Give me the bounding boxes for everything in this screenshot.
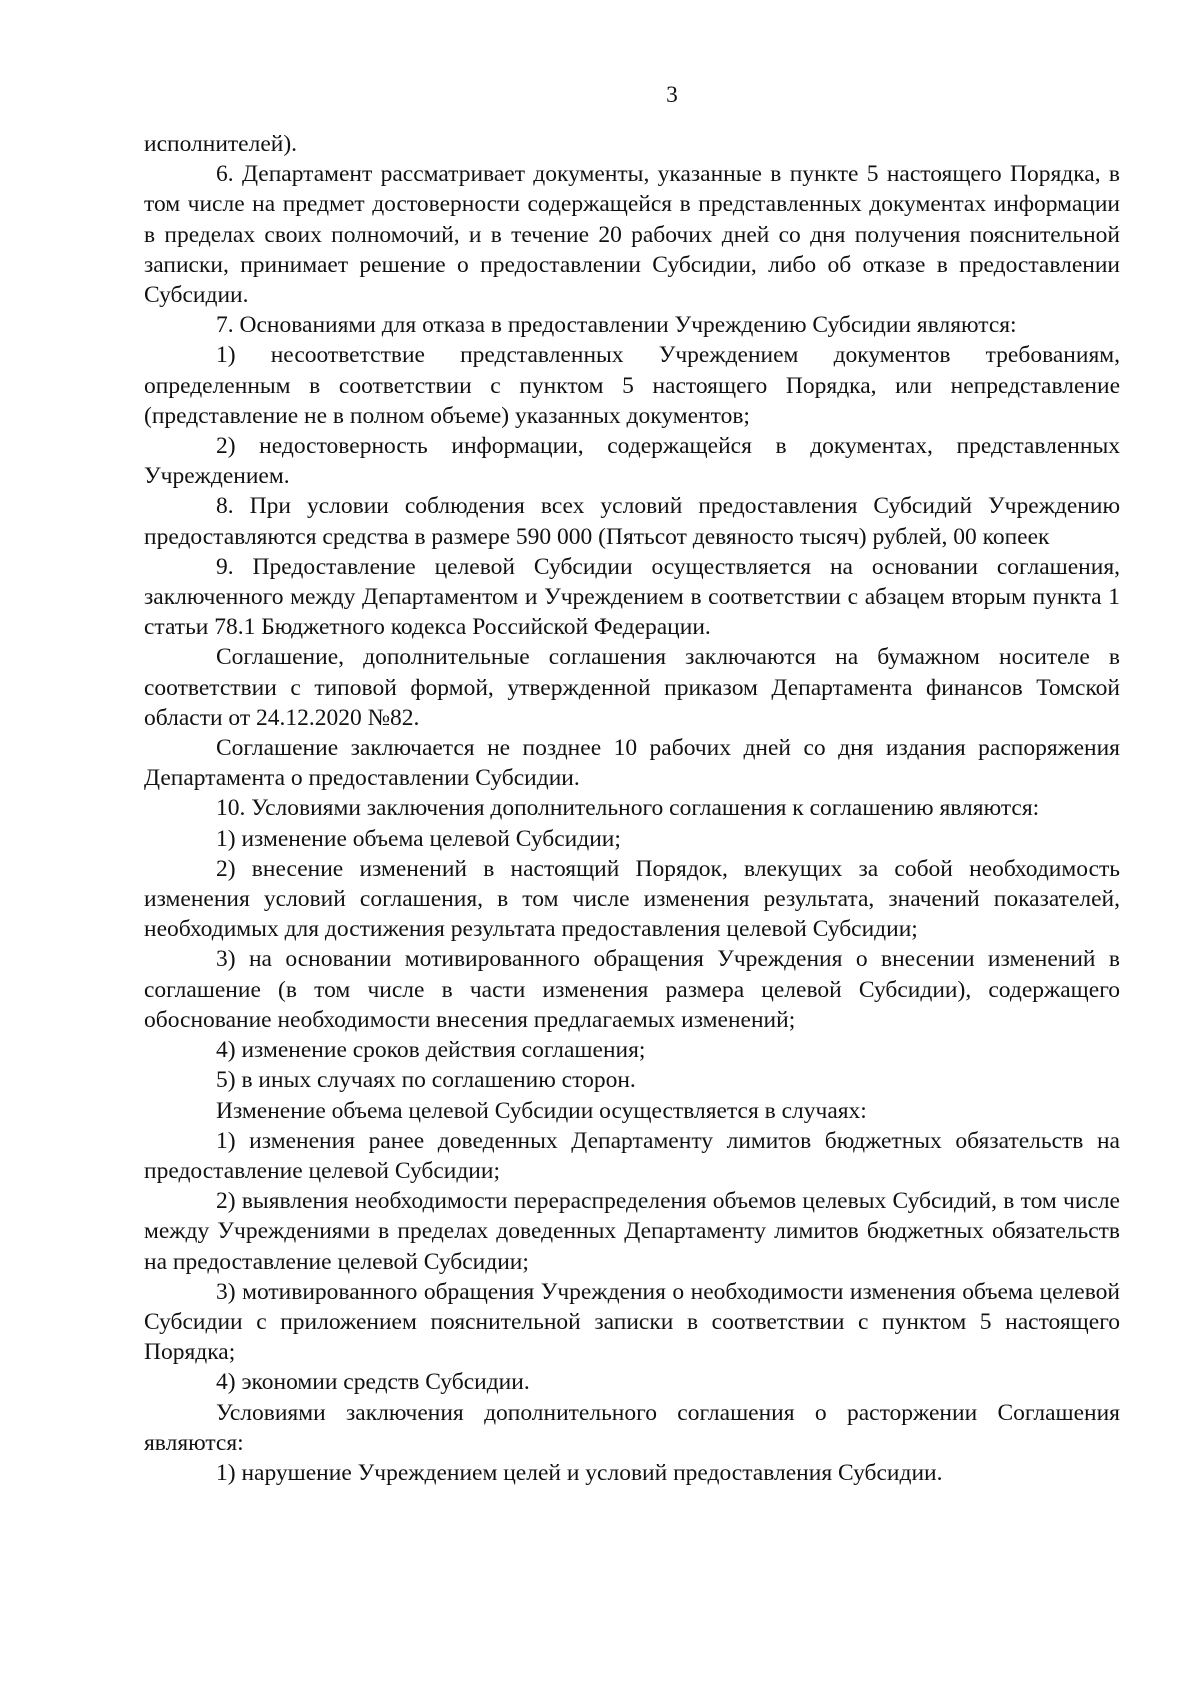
paragraph: исполнителей). bbox=[144, 131, 298, 157]
paragraph: 1) нарушение Учреждением целей и условий предоставления Субсидии. bbox=[216, 1459, 943, 1486]
paragraph: Соглашение, дополнительные соглашения заключаются на бумажном носителе в соответствии с типовой формой, утвержденной приказом Департамента финансов Томской области от 24.12.2020 №82. bbox=[144, 644, 1120, 731]
page-number: 3 bbox=[666, 82, 678, 108]
paragraph: 2) выявления необходимости перераспределения объемов целевых Субсидий, в том числе между Учреждениями в пределах доведенных Департаменту лимитов бюджетных обязательств на предоставление целевой Субсидии; bbox=[144, 1188, 1120, 1275]
paragraph: 3) на основании мотивированного обращения Учреждения о внесении изменений в соглашение (в том числе в части изменения размера целевой Субсидии), содержащего обоснование необходимости внесения предлагаемых изменений; bbox=[144, 946, 1120, 1033]
paragraph: 3) мотивированного обращения Учреждения о необходимости изменения объема целевой Субсидии с приложением пояснительной записки в соответствии с пунктом 5 настоящего Порядка; bbox=[144, 1278, 1120, 1366]
paragraph: 8. При условии соблюдения всех условий предоставления Субсидий Учреждению предоставляются средства в размере 590 000 (Пятьсот девяносто тысяч) рублей, 00 копеек bbox=[144, 493, 1120, 550]
paragraph: 2) недостоверность информации, содержащейся в документах, представленных Учреждением. bbox=[144, 433, 1120, 490]
paragraph: Условиями заключения дополнительного соглашения о расторжении Соглашения являются: bbox=[144, 1399, 1120, 1456]
paragraph: 6. Департамент рассматривает документы, указанные в пункте 5 настоящего Порядка, в том числе на предмет достоверности содержащейся в представленных документах информации в пределах своих полномочий, и в течение 20 рабочих дней со дня получения пояснительной записки, принимает решение о предоставлении Субсидии, либо об отказе в предоставлении Субсидии. bbox=[144, 161, 1120, 309]
paragraph: 2) внесение изменений в настоящий Порядок, влекущих за собой необходимость изменения условий соглашения, в том числе изменения результата, значений показателей, необходимых для достижения результата предоставления целевой Субсидии; bbox=[144, 855, 1120, 943]
paragraph: 9. Предоставление целевой Субсидии осуществляется на основании соглашения, заключенного между Департаментом и Учреждением в соответствии с абзацем вторым пункта 1 статьи 78.1 Бюджетного кодекса Российской Федерации. bbox=[144, 553, 1120, 641]
paragraph: 5) в иных случаях по соглашению сторон. bbox=[216, 1067, 636, 1094]
paragraph: Соглашение заключается не позднее 10 рабочих дней со дня издания распоряжения Департамента о предоставлении Субсидии. bbox=[144, 735, 1120, 792]
paragraph: 1) несоответствие представленных Учреждением документов требованиям, определенным в соответствии с пунктом 5 настоящего Порядка, или непредставление (представление не в полном объеме) указанных документов; bbox=[144, 342, 1120, 429]
paragraph: Изменение объема целевой Субсидии осуществляется в случаях: bbox=[216, 1097, 867, 1124]
document-body bbox=[144, 129, 1120, 1488]
paragraph: 1) изменения ранее доведенных Департаменту лимитов бюджетных обязательств на предоставление целевой Субсидии; bbox=[144, 1127, 1120, 1184]
paragraph: 7. Основаниями для отказа в предоставлении Учреждению Субсидии являются: bbox=[216, 312, 1017, 339]
paragraph: 10. Условиями заключения дополнительного соглашения к соглашению являются: bbox=[216, 795, 1040, 822]
paragraph: 4) изменение сроков действия соглашения; bbox=[216, 1037, 646, 1064]
paragraph: 4) экономии средств Субсидии. bbox=[216, 1369, 530, 1396]
paragraph: 1) изменение объема целевой Субсидии; bbox=[216, 825, 621, 852]
